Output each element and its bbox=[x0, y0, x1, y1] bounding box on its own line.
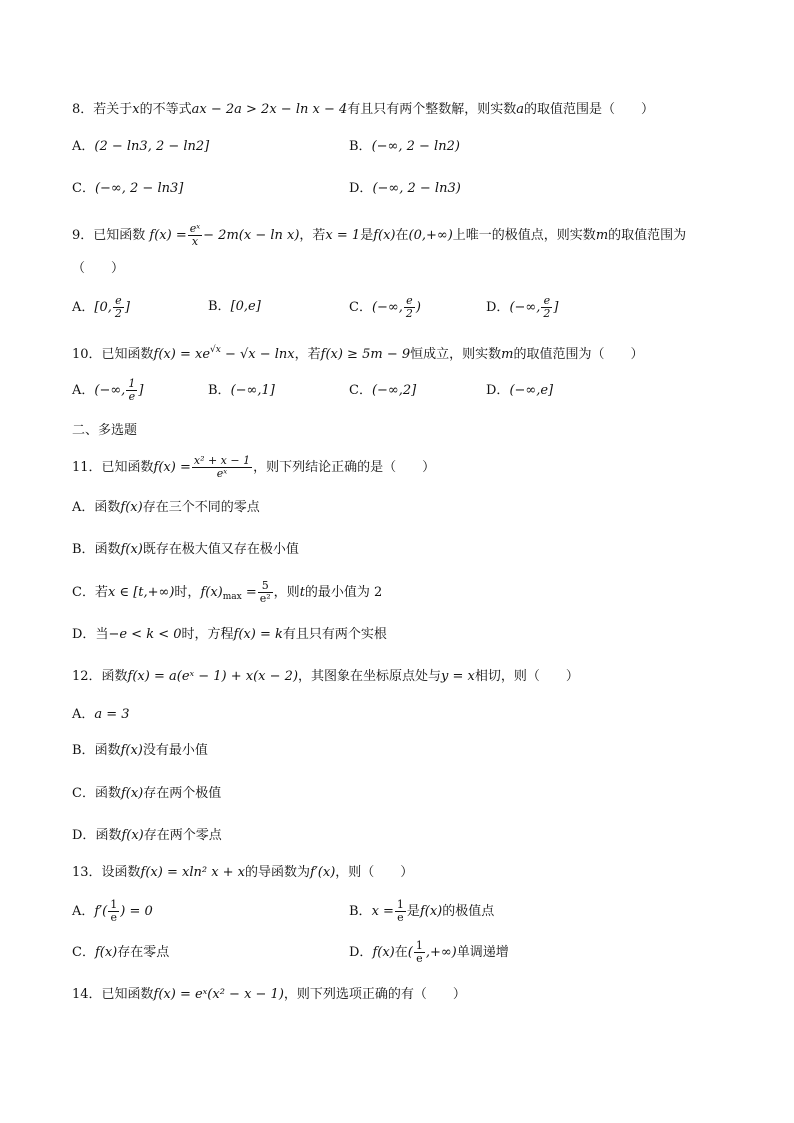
option-func: f(x) bbox=[120, 786, 144, 801]
question-11-stem bbox=[72, 453, 435, 483]
option-text: x = bbox=[371, 904, 394, 919]
option-text: 函数 bbox=[94, 542, 121, 557]
q13-derivative: f′(x) bbox=[310, 865, 336, 880]
option-fraction bbox=[258, 580, 273, 605]
q11-func-def: f(x) = bbox=[153, 460, 191, 475]
fraction-denominator: e bbox=[110, 911, 117, 924]
q13-text-2: 的导函数为 bbox=[245, 865, 311, 880]
option-label: A． bbox=[72, 139, 95, 154]
q8-option-b bbox=[349, 137, 460, 157]
option-text: ( bbox=[407, 945, 413, 960]
option-text: 函数 bbox=[94, 743, 121, 758]
option-text: (−∞,e] bbox=[509, 383, 554, 398]
option-fraction bbox=[541, 295, 552, 320]
option-label: B． bbox=[208, 383, 231, 398]
option-label: A． bbox=[72, 500, 95, 515]
option-func: f(x) bbox=[419, 904, 443, 919]
q13-option-d bbox=[349, 938, 509, 968]
q10-func-rest: − √x − lnx bbox=[220, 347, 295, 362]
q9-fraction bbox=[188, 223, 202, 248]
question-9-stem bbox=[72, 222, 686, 250]
option-label: C． bbox=[349, 300, 372, 315]
option-label: A． bbox=[72, 383, 95, 398]
option-var-t: t bbox=[299, 585, 305, 600]
option-text: 存在三个不同的零点 bbox=[142, 500, 260, 515]
option-text: (2 − ln3, 2 − ln2] bbox=[94, 139, 210, 154]
q9-option-a bbox=[72, 292, 130, 324]
option-text: ，则 bbox=[273, 585, 300, 600]
fraction-numerator: 1 bbox=[415, 939, 423, 952]
option-label: C． bbox=[72, 181, 95, 196]
q14-func-def: f(x) = eˣ(x² − x − 1) bbox=[153, 987, 284, 1002]
option-text: 当 bbox=[95, 627, 109, 642]
q8-text-3: 有且只有两个整数解，则实数 bbox=[347, 102, 517, 117]
option-text: [0, bbox=[94, 300, 112, 315]
option-text: (−∞, bbox=[94, 383, 126, 398]
q10-option-c bbox=[349, 381, 416, 401]
q9-stem-continued bbox=[72, 259, 124, 279]
q9-interval: (0,+∞) bbox=[408, 228, 453, 243]
fraction-denominator: 2 bbox=[543, 307, 551, 320]
q9-option-b bbox=[208, 297, 261, 317]
option-text: 存在零点 bbox=[117, 945, 170, 960]
fraction-numerator: e bbox=[541, 295, 552, 308]
q8-text-4: 的取值范围是（ ） bbox=[524, 102, 655, 117]
option-fraction bbox=[126, 378, 137, 403]
q9-func-rest: − 2m(x − ln x) bbox=[203, 228, 300, 243]
q10-func-def: f(x) = xe bbox=[153, 347, 211, 362]
q10-exponent: √x bbox=[210, 345, 221, 355]
option-label: A． bbox=[72, 707, 95, 722]
q9-text-5: 上唯一的极值点，则实数 bbox=[452, 228, 596, 243]
section-title-text: 二、多选题 bbox=[72, 423, 138, 438]
fraction-numerator: eˣ bbox=[189, 222, 201, 235]
option-label: B． bbox=[72, 743, 95, 758]
question-8-stem bbox=[72, 100, 654, 120]
option-condition: x ∈ [t,+∞) bbox=[107, 585, 175, 600]
question-13-stem bbox=[72, 863, 413, 883]
q9-text-6: 的取值范围为 bbox=[608, 228, 687, 243]
q8-inequality: ax − 2a > 2x − ln x − 4 bbox=[191, 102, 348, 117]
q8-var-a: a bbox=[516, 102, 525, 117]
q13-option-a bbox=[72, 897, 153, 927]
option-text: (−∞,2] bbox=[371, 383, 417, 398]
option-func: f(x) bbox=[120, 542, 143, 557]
question-14-stem bbox=[72, 985, 466, 1005]
option-label: C． bbox=[349, 383, 372, 398]
q9-text-1: 9．已知函数 bbox=[72, 228, 146, 243]
option-fraction bbox=[113, 295, 124, 320]
option-text: 的最小值为 2 bbox=[304, 585, 383, 600]
q13-option-b bbox=[349, 897, 494, 927]
fraction-numerator: 5 bbox=[258, 580, 273, 593]
option-label: B． bbox=[72, 542, 95, 557]
fraction-denominator: e bbox=[128, 390, 136, 403]
q11-option-d bbox=[72, 625, 387, 645]
q11-fraction bbox=[192, 455, 252, 480]
q14-text-1: 14．已知函数 bbox=[72, 987, 154, 1002]
fraction-numerator: e bbox=[113, 295, 124, 308]
option-label: D． bbox=[486, 300, 510, 315]
option-text: 的极值点 bbox=[442, 904, 495, 919]
option-text: ] bbox=[553, 300, 559, 315]
q10-var-m: m bbox=[501, 347, 514, 362]
option-text: (−∞, bbox=[371, 300, 403, 315]
q13-option-c bbox=[72, 943, 169, 963]
q12-func-def: f(x) = a(eˣ − 1) + x(x − 2) bbox=[127, 669, 299, 684]
option-label: D． bbox=[349, 945, 373, 960]
option-label: A． bbox=[72, 904, 95, 919]
q12-text-1: 12．函数 bbox=[72, 669, 128, 684]
q14-text-2: ，则下列选项正确的有（ ） bbox=[283, 987, 466, 1002]
q13-text-1: 13．设函数 bbox=[72, 865, 141, 880]
option-func: f(x) bbox=[120, 500, 143, 515]
fraction-denominator: eˣ bbox=[216, 467, 228, 480]
option-label: B． bbox=[349, 139, 372, 154]
option-text: 函数 bbox=[94, 500, 121, 515]
q9-text-4: 在 bbox=[395, 228, 409, 243]
q12-option-d bbox=[72, 826, 222, 846]
option-text: 存在两个零点 bbox=[143, 828, 222, 843]
option-text: ) bbox=[415, 300, 421, 315]
q9-text-2: ，若 bbox=[299, 228, 326, 243]
q8-text-1: 8．若关于 bbox=[72, 102, 133, 117]
q8-option-c bbox=[72, 179, 183, 199]
fraction-numerator: 1 bbox=[110, 898, 118, 911]
option-text: [0,e] bbox=[230, 299, 261, 314]
section-title bbox=[72, 421, 137, 441]
option-label: D． bbox=[72, 828, 96, 843]
q12-option-b bbox=[72, 741, 208, 761]
fraction-denominator: x bbox=[191, 235, 199, 248]
option-text: 是 bbox=[406, 904, 420, 919]
option-text: 没有最小值 bbox=[142, 743, 208, 758]
q8-option-a bbox=[72, 137, 209, 157]
option-text: (−∞, 2 − ln2) bbox=[371, 139, 460, 154]
option-text: 在 bbox=[394, 945, 408, 960]
q9-paren: （ ） bbox=[72, 261, 125, 276]
q9-option-d bbox=[486, 292, 558, 324]
q9-text-3: 是 bbox=[360, 228, 374, 243]
q12-option-a bbox=[72, 705, 130, 725]
option-text: ] bbox=[138, 383, 144, 398]
option-text: 单调递增 bbox=[456, 945, 509, 960]
q10-text-1: 10．已知函数 bbox=[72, 347, 154, 362]
fraction-numerator: e bbox=[404, 295, 415, 308]
fraction-denominator: e² bbox=[259, 592, 271, 605]
option-text: ) = 0 bbox=[120, 904, 153, 919]
option-text: a = 3 bbox=[94, 707, 130, 722]
option-subscript: max bbox=[222, 592, 242, 602]
option-text: (−∞,1] bbox=[230, 383, 275, 398]
q10-condition: f(x) ≥ 5m − 9 bbox=[320, 347, 411, 362]
q10-option-d bbox=[486, 381, 553, 401]
q9-var-m: m bbox=[595, 228, 609, 243]
q10-text-3: 恒成立，则实数 bbox=[410, 347, 502, 362]
option-eq: f(x) = k bbox=[233, 627, 283, 642]
option-label: A． bbox=[72, 300, 95, 315]
fraction-numerator: 1 bbox=[128, 377, 136, 390]
question-10-stem bbox=[72, 340, 643, 365]
option-text: 函数 bbox=[95, 828, 122, 843]
option-condition: −e < k < 0 bbox=[108, 627, 182, 642]
option-text: ,+∞) bbox=[425, 945, 457, 960]
option-fraction bbox=[404, 295, 415, 320]
q11-option-b bbox=[72, 540, 299, 560]
q12-text-2: ，其图象在坐标原点处与 bbox=[298, 669, 442, 684]
fraction-numerator: 1 bbox=[396, 898, 404, 911]
q9-fx: f(x) bbox=[373, 228, 396, 243]
option-func: f(x) bbox=[372, 945, 395, 960]
fraction-denominator: e bbox=[416, 952, 423, 965]
question-12-stem bbox=[72, 667, 579, 687]
q11-option-a bbox=[72, 498, 260, 518]
option-text: (−∞, 2 − ln3] bbox=[94, 181, 184, 196]
q11-text-1: 11．已知函数 bbox=[72, 460, 154, 475]
fraction-denominator: 2 bbox=[405, 307, 413, 320]
q12-text-3: 相切，则（ ） bbox=[474, 669, 579, 684]
option-text: 时， bbox=[174, 585, 201, 600]
option-text: f′( bbox=[94, 904, 108, 919]
q10-text-4: 的取值范围为（ ） bbox=[513, 347, 644, 362]
option-label: D． bbox=[349, 181, 373, 196]
q9-func-def: f(x) = bbox=[149, 228, 187, 243]
option-func: f(x) bbox=[94, 945, 118, 960]
option-func: f(x) bbox=[200, 585, 223, 600]
option-text: 存在两个极值 bbox=[143, 786, 222, 801]
q13-func-def: f(x) = xln² x + x bbox=[140, 865, 246, 880]
option-fraction bbox=[395, 899, 406, 924]
option-label: B． bbox=[208, 299, 231, 314]
q12-option-c bbox=[72, 784, 221, 804]
option-label: D． bbox=[486, 383, 510, 398]
option-eq: = bbox=[241, 585, 257, 600]
option-text: ] bbox=[124, 300, 130, 315]
q10-option-a bbox=[72, 375, 143, 407]
q12-line: y = x bbox=[441, 669, 475, 684]
option-label: C． bbox=[72, 585, 95, 600]
option-text: 有且只有两个实根 bbox=[282, 627, 387, 642]
option-text: 时，方程 bbox=[181, 627, 234, 642]
option-text: 函数 bbox=[94, 786, 121, 801]
fraction-denominator: e bbox=[397, 911, 404, 924]
option-func: f(x) bbox=[120, 743, 143, 758]
q11-text-2: ，则下列结论正确的是（ ） bbox=[253, 460, 436, 475]
option-text: (−∞, bbox=[509, 300, 541, 315]
option-text: 既存在极大值又存在极小值 bbox=[142, 542, 299, 557]
option-label: B． bbox=[349, 904, 372, 919]
q9-condition: x = 1 bbox=[325, 228, 361, 243]
option-label: D． bbox=[72, 627, 96, 642]
option-fraction bbox=[108, 899, 119, 924]
option-func: f(x) bbox=[121, 828, 144, 843]
fraction-denominator: 2 bbox=[114, 307, 122, 320]
option-text: 若 bbox=[94, 585, 108, 600]
q11-option-c bbox=[72, 578, 382, 612]
q8-text-2: 的不等式 bbox=[139, 102, 192, 117]
option-fraction bbox=[414, 940, 425, 965]
q13-text-3: ，则（ ） bbox=[335, 865, 414, 880]
q9-option-c bbox=[349, 292, 421, 324]
q10-option-b bbox=[208, 381, 275, 401]
q10-text-2: ，若 bbox=[294, 347, 321, 362]
option-label: C． bbox=[72, 786, 95, 801]
option-text: (−∞, 2 − ln3) bbox=[372, 181, 461, 196]
fraction-numerator: x² + x − 1 bbox=[193, 454, 251, 467]
option-label: C． bbox=[72, 945, 95, 960]
q8-option-d bbox=[349, 179, 461, 199]
q8-var-x: x bbox=[132, 102, 140, 117]
